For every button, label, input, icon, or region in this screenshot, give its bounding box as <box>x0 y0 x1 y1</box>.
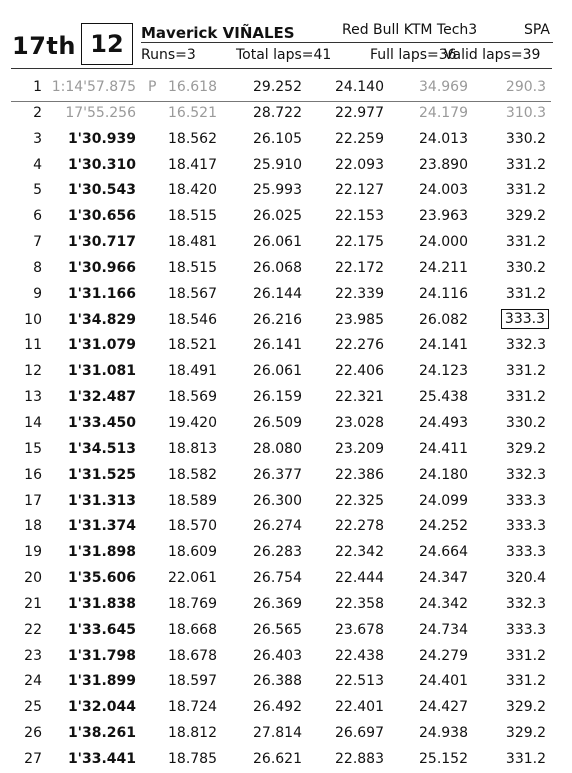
sector-1: 16.618 <box>168 79 217 95</box>
sector-4: 24.427 <box>419 699 468 716</box>
table-row <box>0 489 572 515</box>
lap-number: 10 <box>24 311 42 328</box>
table-row <box>0 101 572 127</box>
table-row <box>0 385 572 411</box>
lap-time: 1:14'57.875 <box>51 79 136 95</box>
lap-time: 1'33.450 <box>67 414 136 431</box>
top-speed: 310.3 <box>505 104 546 121</box>
lap-number: 25 <box>24 699 42 716</box>
sector-1: 18.546 <box>168 311 217 328</box>
sector-3: 22.127 <box>335 182 384 199</box>
table-row <box>0 333 572 359</box>
sector-1: 18.597 <box>168 673 217 690</box>
lap-time: 1'33.441 <box>67 750 136 767</box>
sector-3: 22.259 <box>335 130 384 147</box>
lap-time: 1'31.898 <box>67 544 136 561</box>
sector-1: 19.420 <box>168 414 217 431</box>
lap-number: 22 <box>24 621 42 638</box>
sector-3: 23.985 <box>335 311 384 328</box>
sector-3: 23.028 <box>335 414 384 431</box>
lap-time: 1'31.166 <box>67 285 136 302</box>
lap-time: 1'31.798 <box>67 647 136 664</box>
lap-number: 24 <box>24 673 42 690</box>
lap-time: 1'32.044 <box>67 699 136 716</box>
sector-2: 26.141 <box>253 337 302 354</box>
sector-4: 23.890 <box>419 156 468 173</box>
pit-flag: P <box>148 79 157 95</box>
sector-4: 24.123 <box>419 363 468 380</box>
lap-time: 1'38.261 <box>67 725 136 742</box>
sector-4: 24.003 <box>419 182 468 199</box>
sector-3: 22.406 <box>335 363 384 380</box>
table-row <box>0 308 572 334</box>
sector-2: 26.105 <box>253 130 302 147</box>
sector-3: 22.977 <box>335 104 384 121</box>
sector-1: 18.515 <box>168 259 217 276</box>
sector-3: 22.358 <box>335 595 384 612</box>
sector-2: 26.403 <box>253 647 302 664</box>
lap-time: 1'31.313 <box>67 492 136 509</box>
sector-3: 22.276 <box>335 337 384 354</box>
sector-1: 18.812 <box>168 725 217 742</box>
sector-2: 25.993 <box>253 182 302 199</box>
top-speed: 331.2 <box>505 647 546 664</box>
lap-time: 1'32.487 <box>67 389 136 406</box>
sector-4: 24.664 <box>419 544 468 561</box>
table-row <box>0 230 572 256</box>
table-row <box>0 747 572 773</box>
sector-1: 18.813 <box>168 440 217 457</box>
sector-2: 26.492 <box>253 699 302 716</box>
lap-number: 19 <box>24 544 42 561</box>
team-name: Red Bull KTM Tech3 <box>342 22 478 38</box>
lap-number: 18 <box>24 518 42 535</box>
top-speed: 290.3 <box>505 79 546 95</box>
sector-4: 24.734 <box>419 621 468 638</box>
rider-name: Maverick VIÑALES <box>141 24 295 42</box>
lap-time: 1'31.081 <box>67 363 136 380</box>
sector-4: 24.013 <box>419 130 468 147</box>
lap-number: 23 <box>24 647 42 664</box>
lap-number: 6 <box>33 208 42 225</box>
sector-2: 29.252 <box>253 79 302 95</box>
lap-time: 1'30.543 <box>67 182 136 199</box>
table-row <box>0 127 572 153</box>
table-row <box>0 256 572 282</box>
lap-number: 8 <box>33 259 42 276</box>
sector-2: 26.388 <box>253 673 302 690</box>
sector-2: 26.144 <box>253 285 302 302</box>
sector-2: 26.274 <box>253 518 302 535</box>
full-laps: Full laps=36 <box>370 47 457 63</box>
lap-number: 3 <box>33 130 42 147</box>
lap-number: 9 <box>33 285 42 302</box>
top-speed: 320.4 <box>505 570 546 587</box>
top-speed: 331.2 <box>505 156 546 173</box>
top-speed: 329.2 <box>505 440 546 457</box>
sector-1: 18.562 <box>168 130 217 147</box>
sector-1: 18.769 <box>168 595 217 612</box>
lap-time: 1'31.525 <box>67 466 136 483</box>
sector-1: 18.481 <box>168 234 217 251</box>
sector-4: 24.347 <box>419 570 468 587</box>
runs-count: Runs=3 <box>141 47 196 63</box>
sector-1: 18.515 <box>168 208 217 225</box>
top-speed: 331.2 <box>505 750 546 767</box>
sector-2: 26.068 <box>253 259 302 276</box>
top-speed: 332.3 <box>505 595 546 612</box>
lap-time: 1'30.656 <box>67 208 136 225</box>
table-row <box>0 411 572 437</box>
table-row <box>0 669 572 695</box>
sector-4: 24.411 <box>419 440 468 457</box>
sector-2: 26.159 <box>253 389 302 406</box>
sector-4: 25.152 <box>419 750 468 767</box>
top-speed: 332.3 <box>505 466 546 483</box>
sector-2: 28.080 <box>253 440 302 457</box>
lap-number: 5 <box>33 182 42 199</box>
lap-number: 21 <box>24 595 42 612</box>
valid-laps: Valid laps=39 <box>444 47 541 63</box>
sector-1: 18.521 <box>168 337 217 354</box>
lap-number: 16 <box>24 466 42 483</box>
lap-number: 11 <box>24 337 42 354</box>
top-speed: 330.2 <box>505 130 546 147</box>
sector-3: 22.444 <box>335 570 384 587</box>
sector-4: 24.116 <box>419 285 468 302</box>
lap-time: 1'33.645 <box>67 621 136 638</box>
sector-2: 26.621 <box>253 750 302 767</box>
sector-3: 22.401 <box>335 699 384 716</box>
position-label: 17th <box>12 32 76 60</box>
lap-time: 1'31.079 <box>67 337 136 354</box>
sector-2: 26.025 <box>253 208 302 225</box>
top-speed: 331.2 <box>505 673 546 690</box>
sector-3: 22.093 <box>335 156 384 173</box>
lap-number: 12 <box>24 363 42 380</box>
total-laps: Total laps=41 <box>236 47 332 63</box>
table-row <box>0 153 572 179</box>
top-speed: 333.3 <box>505 492 546 509</box>
top-speed: 333.3 <box>505 621 546 638</box>
lap-number: 26 <box>24 725 42 742</box>
sector-4: 24.493 <box>419 414 468 431</box>
lap-time: 1'30.310 <box>67 156 136 173</box>
top-speed: 333.3 <box>505 518 546 535</box>
table-row <box>0 437 572 463</box>
table-row <box>0 618 572 644</box>
lap-time: 1'35.606 <box>67 570 136 587</box>
table-row <box>0 178 572 204</box>
sector-4: 24.279 <box>419 647 468 664</box>
sector-4: 24.938 <box>419 725 468 742</box>
sector-1: 16.521 <box>168 104 217 121</box>
sector-3: 22.883 <box>335 750 384 767</box>
sector-1: 18.668 <box>168 621 217 638</box>
top-speed: 333.3 <box>501 309 549 329</box>
sector-4: 23.963 <box>419 208 468 225</box>
table-row <box>0 592 572 618</box>
sector-4: 26.082 <box>419 311 468 328</box>
sector-4: 24.179 <box>419 104 468 121</box>
sector-3: 22.278 <box>335 518 384 535</box>
sector-1: 18.569 <box>168 389 217 406</box>
sector-3: 22.172 <box>335 259 384 276</box>
lap-time: 1'31.899 <box>67 673 136 690</box>
top-speed: 330.2 <box>505 259 546 276</box>
sector-4: 25.438 <box>419 389 468 406</box>
sector-3: 23.209 <box>335 440 384 457</box>
sector-3: 22.342 <box>335 544 384 561</box>
lap-time: 17'55.256 <box>65 104 136 121</box>
lap-time: 1'34.513 <box>67 440 136 457</box>
lap-number: 1 <box>33 79 42 95</box>
top-speed: 332.3 <box>505 337 546 354</box>
lap-time: 1'30.966 <box>67 259 136 276</box>
table-row <box>0 204 572 230</box>
sector-1: 18.678 <box>168 647 217 664</box>
sector-2: 26.565 <box>253 621 302 638</box>
lap-number: 17 <box>24 492 42 509</box>
top-speed: 333.3 <box>505 544 546 561</box>
sector-2: 28.722 <box>253 104 302 121</box>
top-speed: 329.2 <box>505 208 546 225</box>
sector-2: 26.061 <box>253 234 302 251</box>
sector-1: 18.570 <box>168 518 217 535</box>
sector-2: 26.216 <box>253 311 302 328</box>
table-row <box>0 721 572 747</box>
top-speed: 331.2 <box>505 363 546 380</box>
sector-2: 25.910 <box>253 156 302 173</box>
sector-1: 18.589 <box>168 492 217 509</box>
sector-4: 24.252 <box>419 518 468 535</box>
lap-table <box>0 75 572 773</box>
header-bottom-rule <box>11 68 552 69</box>
lap-time: 1'34.829 <box>67 311 136 328</box>
sector-3: 24.140 <box>335 79 384 95</box>
lap-number: 4 <box>33 156 42 173</box>
sector-4: 34.969 <box>419 79 468 95</box>
lap-number: 2 <box>33 104 42 121</box>
sector-3: 22.386 <box>335 466 384 483</box>
table-row <box>0 282 572 308</box>
sector-4: 24.211 <box>419 259 468 276</box>
header-divider <box>141 42 553 43</box>
sector-4: 24.099 <box>419 492 468 509</box>
lap-time: 1'31.838 <box>67 595 136 612</box>
lap-number: 15 <box>24 440 42 457</box>
sector-2: 26.300 <box>253 492 302 509</box>
lap-time: 1'31.374 <box>67 518 136 535</box>
sector-4: 24.141 <box>419 337 468 354</box>
lap-number: 13 <box>24 389 42 406</box>
sector-2: 26.369 <box>253 595 302 612</box>
sector-4: 24.401 <box>419 673 468 690</box>
lap-time: 1'30.717 <box>67 234 136 251</box>
sector-1: 18.567 <box>168 285 217 302</box>
sector-1: 18.417 <box>168 156 217 173</box>
table-row <box>0 566 572 592</box>
table-row <box>0 540 572 566</box>
lap-number: 7 <box>33 234 42 251</box>
table-row <box>0 463 572 489</box>
sector-3: 23.678 <box>335 621 384 638</box>
sector-4: 24.342 <box>419 595 468 612</box>
sector-1: 18.785 <box>168 750 217 767</box>
sector-3: 26.697 <box>335 725 384 742</box>
lap-number: 14 <box>24 414 42 431</box>
top-speed: 329.2 <box>505 725 546 742</box>
table-row <box>0 359 572 385</box>
top-speed: 330.2 <box>505 414 546 431</box>
lap-number: 27 <box>24 750 42 767</box>
sector-3: 22.325 <box>335 492 384 509</box>
lap-time: 1'30.939 <box>67 130 136 147</box>
table-row <box>0 514 572 540</box>
table-row <box>0 695 572 721</box>
sector-3: 22.175 <box>335 234 384 251</box>
sector-1: 18.609 <box>168 544 217 561</box>
sector-2: 26.061 <box>253 363 302 380</box>
track-code: SPA <box>524 22 551 38</box>
sector-4: 24.000 <box>419 234 468 251</box>
top-speed: 331.2 <box>505 182 546 199</box>
sector-3: 22.321 <box>335 389 384 406</box>
top-speed: 331.2 <box>505 285 546 302</box>
sector-1: 22.061 <box>168 570 217 587</box>
sector-1: 18.491 <box>168 363 217 380</box>
sector-4: 24.180 <box>419 466 468 483</box>
sector-2: 27.814 <box>253 725 302 742</box>
sector-2: 26.377 <box>253 466 302 483</box>
sector-1: 18.420 <box>168 182 217 199</box>
top-speed: 329.2 <box>505 699 546 716</box>
table-row <box>0 75 572 101</box>
sector-3: 22.513 <box>335 673 384 690</box>
sector-1: 18.724 <box>168 699 217 716</box>
sector-2: 26.509 <box>253 414 302 431</box>
sector-3: 22.153 <box>335 208 384 225</box>
lap-number: 20 <box>24 570 42 587</box>
rider-number-box: 12 <box>81 23 133 65</box>
sector-2: 26.283 <box>253 544 302 561</box>
top-speed: 331.2 <box>505 389 546 406</box>
sector-2: 26.754 <box>253 570 302 587</box>
sector-3: 22.438 <box>335 647 384 664</box>
top-speed: 331.2 <box>505 234 546 251</box>
sector-3: 22.339 <box>335 285 384 302</box>
sector-1: 18.582 <box>168 466 217 483</box>
table-row <box>0 644 572 670</box>
